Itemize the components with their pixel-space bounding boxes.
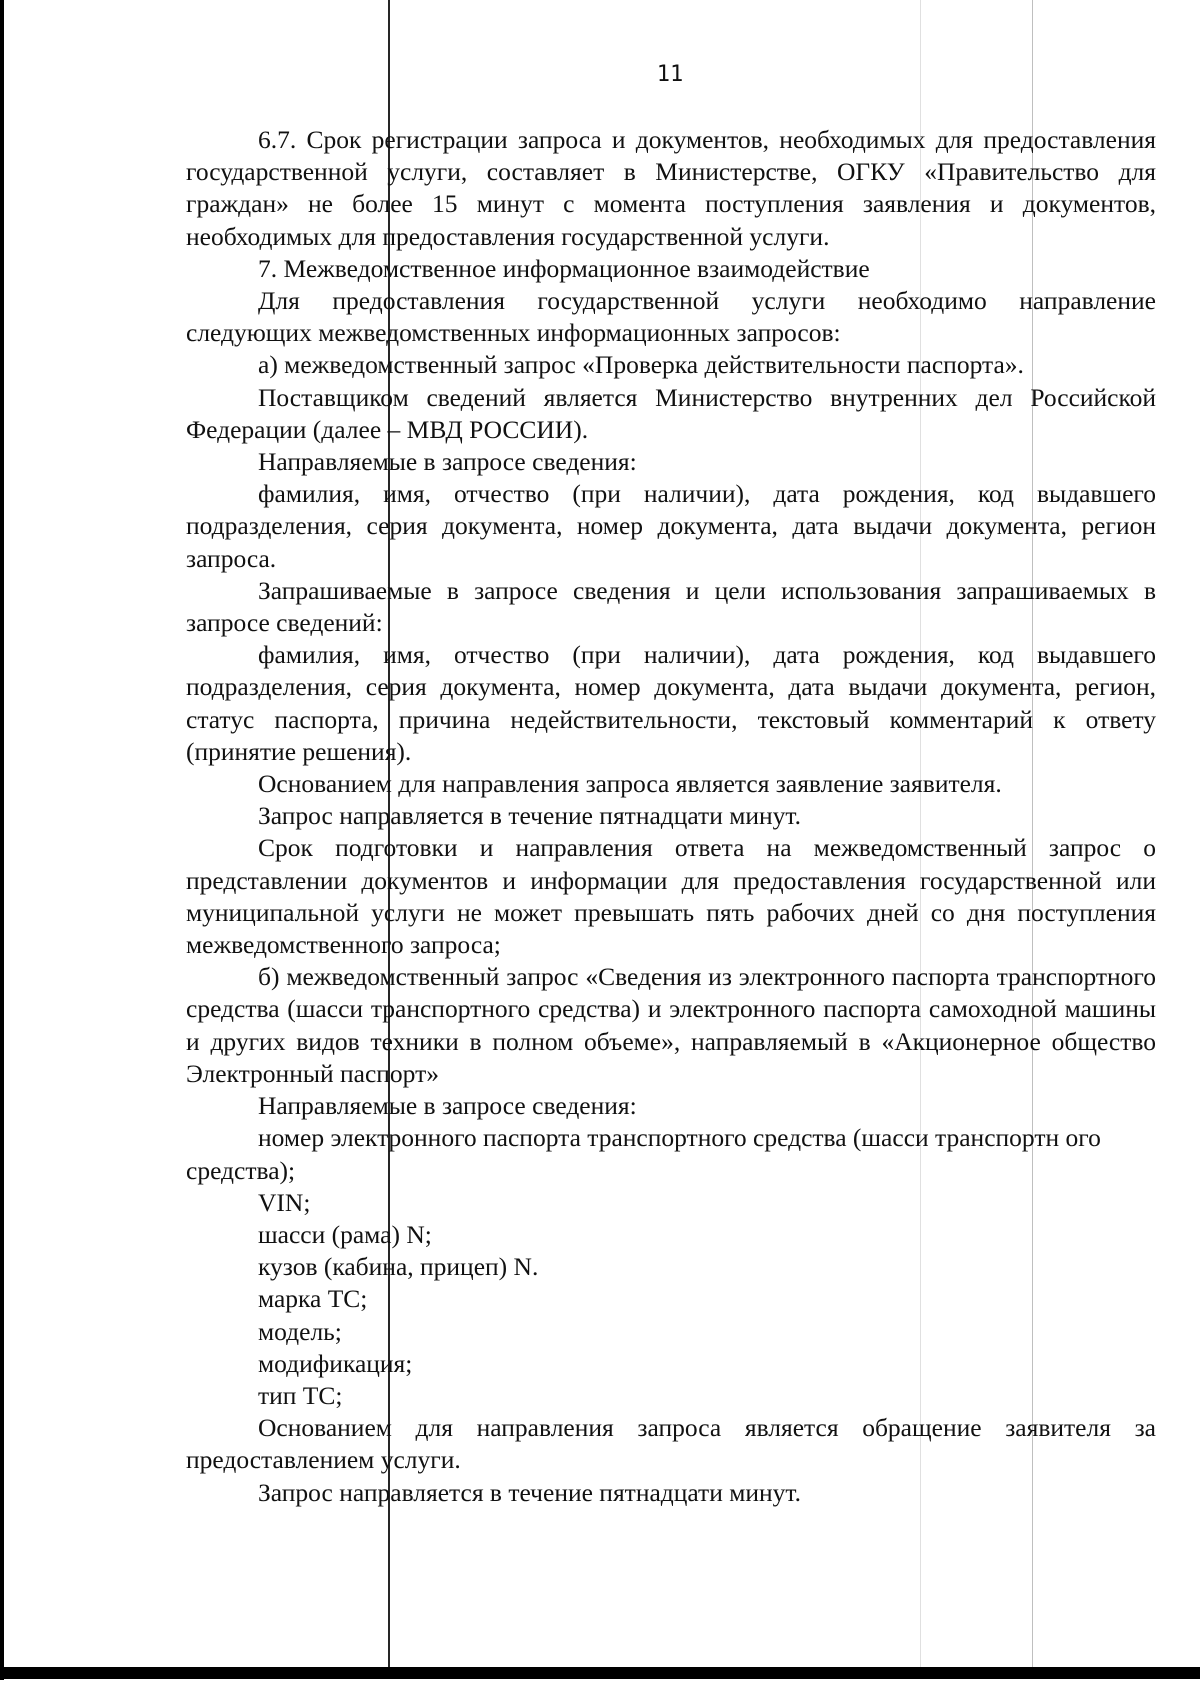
paragraph: Направляемые в запросе сведения: — [258, 1091, 637, 1121]
paragraph-6-7: 6.7. Срок регистрации запроса и документов, необходимых для предоставления государственной услуги, составляет в Министерстве, ОГКУ «Правительство для граждан» не более 15 минут с момента поступления заявления и документов, необходимых для предоставления государственной услуги. — [186, 125, 1156, 251]
paragraph: Основанием для направления запроса является заявление заявителя. — [258, 769, 1002, 799]
paragraph: Поставщиком сведений является Министерство внутренних дел Российской Федерации (далее – МВД РОССИИ). — [186, 382, 1156, 444]
page-number: 11 — [656, 62, 684, 87]
paragraph: Срок подготовки и направления ответа на межведомственный запрос о представлении документов и информации для предоставления государственной или муниципальной услуги не может превышать пять рабочих дней со дня поступления межведомственного запроса; — [186, 833, 1156, 960]
paragraph: Для предоставления государственной услуги необходимо направление следующих межведомственных информационных запросов: — [186, 286, 1156, 348]
paragraph: Запрос направляется в течение пятнадцати минут. — [258, 1477, 802, 1507]
list-item: а) межведомственный запрос «Проверка действительности паспорта». — [258, 350, 1024, 380]
paragraph: фамилия, имя, отчество (при наличии), дата рождения, код выдавшего подразделения, серия документа, номер документа, дата выдачи документа, регион запроса. — [186, 479, 1156, 573]
list-item: б) межведомственный запрос «Сведения из электронного паспорта транспортного средства (шасси транспортного средства) и электронного паспорта самоходной машины и других видов техники в полном объеме», направляемый в «Акционерное общество Электронный паспорт» — [186, 962, 1156, 1088]
section-heading: 7. Межведомственное информационное взаимодействие — [258, 253, 870, 283]
scan-bottom-edge — [0, 1667, 1200, 1679]
paragraph: Основанием для направления запроса является обращение заявителя за предоставлением услуги. — [186, 1413, 1156, 1475]
list-item: номер электронного паспорта транспортного средства (шасси транспортн ого средства); — [186, 1123, 1101, 1185]
paragraph: Запрашиваемые в запросе сведения и цели использования запрашиваемых в запросе сведений: — [186, 575, 1156, 638]
paragraph: фамилия, имя, отчество (при наличии), дата рождения, код выдавшего подразделения, серия документа, номер документа, дата выдачи документа, регион, статус паспорта, причина недействительности, текстовый комментарий к ответу (принятие решения). — [186, 640, 1156, 766]
list-item: модель; — [258, 1316, 342, 1346]
list-item: модификация; — [258, 1348, 413, 1378]
list-item: тип ТС; — [258, 1380, 343, 1410]
list-item: кузов (кабина, прицеп) N. — [258, 1252, 539, 1282]
document-body — [186, 124, 1156, 1509]
list-item: VIN; — [258, 1187, 311, 1217]
scan-left-edge — [0, 0, 4, 1680]
paragraph: Направляемые в запросе сведения: — [258, 447, 637, 477]
list-item: марка ТС; — [258, 1284, 368, 1314]
list-item: шасси (рама) N; — [258, 1219, 432, 1249]
paragraph: Запрос направляется в течение пятнадцати минут. — [258, 801, 802, 831]
